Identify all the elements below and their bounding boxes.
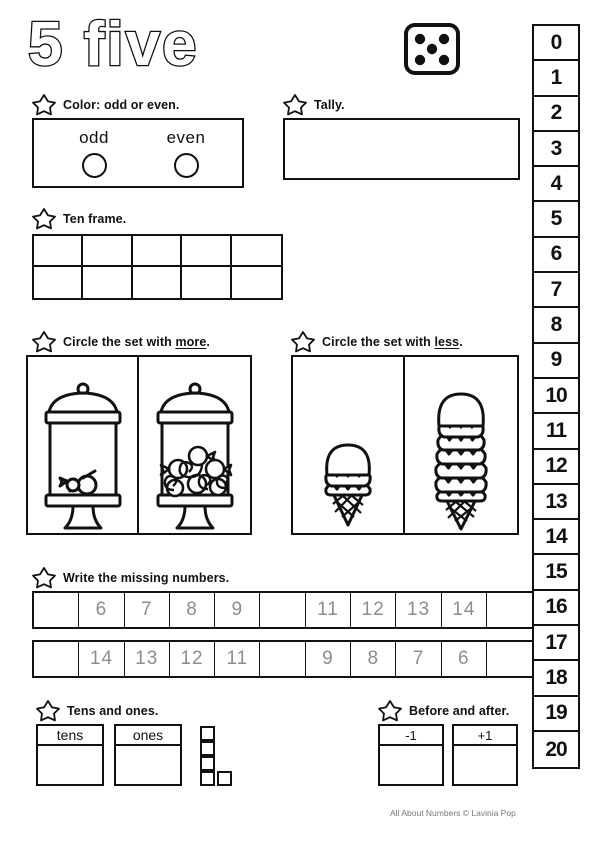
after-box[interactable]	[452, 724, 518, 786]
number-cell[interactable]: 8	[170, 593, 215, 627]
footer-credit: All About Numbers © Lavinia Pop	[390, 808, 516, 818]
ten-frame-heading	[32, 207, 126, 230]
less-label	[322, 335, 463, 349]
number-line-cell-18[interactable]: 18	[534, 661, 578, 696]
ten-frame-cell[interactable]	[182, 236, 231, 267]
before-after-heading	[378, 699, 509, 722]
star-icon	[32, 330, 56, 353]
more-label-prefix: Circle the set with	[63, 334, 176, 349]
before-header: -1	[380, 726, 442, 746]
number-cell[interactable]	[34, 593, 79, 627]
number-line-cell-11[interactable]: 11	[534, 414, 578, 449]
ten-frame-cell[interactable]	[83, 236, 132, 267]
tens-header: tens	[38, 726, 102, 746]
number-cell[interactable]	[260, 593, 305, 627]
number-cell[interactable]	[487, 642, 532, 676]
more-panels	[26, 355, 252, 535]
ten-frame-cell[interactable]	[34, 267, 83, 298]
number-line-cell-2[interactable]: 2	[534, 97, 578, 132]
number-cell[interactable]: 9	[215, 593, 260, 627]
number-line-cell-3[interactable]: 3	[534, 132, 578, 167]
number-line-cell-5[interactable]: 5	[534, 202, 578, 237]
ten-frame-label: Ten frame.	[63, 211, 127, 226]
number-cell[interactable]	[260, 642, 305, 676]
missing-numbers-row-2	[32, 640, 534, 678]
star-icon	[32, 207, 56, 230]
ten-frame-cell[interactable]	[232, 236, 281, 267]
number-line-cell-17[interactable]: 17	[534, 626, 578, 661]
missing-numbers-row-1	[32, 591, 534, 629]
even-circle[interactable]	[174, 153, 199, 178]
tens-ones-boxes	[36, 724, 182, 786]
tally-answer-box[interactable]	[283, 118, 520, 180]
unit-cube	[200, 756, 215, 771]
less-panel-left[interactable]	[291, 355, 405, 535]
less-panel-right[interactable]	[405, 355, 519, 535]
before-after-boxes	[378, 724, 518, 786]
number-line-cell-7[interactable]: 7	[534, 273, 578, 308]
tens-box[interactable]	[36, 724, 104, 786]
number-line-cell-19[interactable]: 19	[534, 697, 578, 732]
odd-even-label: Color: odd or even.	[63, 97, 180, 112]
tally-label: Tally.	[314, 97, 345, 112]
missing-numbers-heading	[32, 566, 229, 589]
before-after-label: Before and after.	[409, 703, 510, 718]
after-header: +1	[454, 726, 516, 746]
more-label	[63, 335, 210, 349]
number-cell[interactable]	[34, 642, 79, 676]
ten-frame-cell[interactable]	[232, 267, 281, 298]
odd-label: odd	[79, 128, 109, 147]
star-icon	[378, 699, 402, 722]
number-line-cell-9[interactable]: 9	[534, 344, 578, 379]
more-panel-right[interactable]	[139, 355, 252, 535]
unit-cube	[200, 741, 215, 756]
star-icon	[32, 93, 56, 116]
number-line-cell-20[interactable]: 20	[545, 737, 567, 761]
ten-frame-cell[interactable]	[133, 267, 182, 298]
number-line-cell-10[interactable]: 10	[534, 379, 578, 414]
number-cell[interactable]: 14	[79, 642, 124, 676]
number-line-cell-15[interactable]: 15	[534, 555, 578, 590]
star-icon	[36, 699, 60, 722]
number-cell[interactable]: 14	[442, 593, 487, 627]
number-cell[interactable]: 6	[79, 593, 124, 627]
more-heading	[32, 330, 210, 353]
number-cell[interactable]: 13	[396, 593, 441, 627]
less-heading	[291, 330, 463, 353]
number-cell[interactable]: 9	[306, 642, 351, 676]
number-cell[interactable]: 7	[125, 593, 170, 627]
tens-ones-heading	[36, 699, 158, 722]
more-label-keyword: more	[175, 334, 207, 349]
page-title: 5 five	[28, 10, 199, 79]
less-label-keyword: less	[434, 334, 460, 349]
star-icon	[283, 93, 307, 116]
number-line-cell-8[interactable]: 8	[534, 308, 578, 343]
ten-frame-cell[interactable]	[34, 236, 83, 267]
number-cell[interactable]: 11	[215, 642, 260, 676]
number-line-cell-1[interactable]: 1	[534, 61, 578, 96]
number-cell[interactable]: 6	[442, 642, 487, 676]
number-line-cell-14[interactable]: 14	[534, 520, 578, 555]
ice-cream-small-icon	[298, 363, 398, 533]
tens-ones-label: Tens and ones.	[67, 703, 159, 718]
number-cell[interactable]: 12	[170, 642, 215, 676]
unit-cube	[200, 726, 215, 741]
number-line-cell-4[interactable]: 4	[534, 167, 578, 202]
candy-jar-many-icon	[145, 368, 245, 533]
unit-cubes-group	[200, 726, 248, 788]
more-label-suffix: .	[206, 334, 210, 349]
candy-jar-few-icon	[33, 368, 133, 533]
odd-even-heading	[32, 93, 180, 116]
number-cell[interactable]: 8	[351, 642, 396, 676]
less-label-prefix: Circle the set with	[322, 334, 435, 349]
less-label-suffix: .	[459, 334, 463, 349]
missing-numbers-label: Write the missing numbers.	[63, 570, 230, 585]
less-panels	[291, 355, 519, 535]
number-cell[interactable]: 11	[306, 593, 351, 627]
number-cell[interactable]: 13	[125, 642, 170, 676]
ones-header: ones	[116, 726, 180, 746]
ten-frame-cell[interactable]	[133, 236, 182, 267]
number-line-column	[532, 24, 580, 769]
odd-even-box	[32, 118, 244, 188]
more-panel-left[interactable]	[26, 355, 139, 535]
dice-five-icon	[403, 22, 461, 76]
unit-cube	[200, 771, 215, 786]
number-line-cell-13[interactable]: 13	[534, 485, 578, 520]
unit-cube	[217, 771, 232, 786]
tally-heading	[283, 93, 345, 116]
ice-cream-tall-icon	[411, 363, 511, 533]
number-line-cell-12[interactable]: 12	[534, 450, 578, 485]
odd-option[interactable]	[54, 128, 134, 178]
odd-circle[interactable]	[82, 153, 107, 178]
even-label: even	[166, 128, 206, 147]
star-icon	[291, 330, 315, 353]
even-option[interactable]	[146, 128, 226, 178]
ones-box[interactable]	[114, 724, 182, 786]
number-cell[interactable]: 7	[396, 642, 441, 676]
ten-frame-cell[interactable]	[182, 267, 231, 298]
before-box[interactable]	[378, 724, 444, 786]
number-line-cell-0[interactable]: 0	[534, 26, 578, 61]
number-line-cell-6[interactable]: 6	[534, 238, 578, 273]
number-cell[interactable]	[487, 593, 532, 627]
ten-frame-grid[interactable]	[32, 234, 283, 300]
ten-frame-cell[interactable]	[83, 267, 132, 298]
number-cell[interactable]: 12	[351, 593, 396, 627]
star-icon	[32, 566, 56, 589]
number-line-cell-16[interactable]: 16	[534, 591, 578, 626]
